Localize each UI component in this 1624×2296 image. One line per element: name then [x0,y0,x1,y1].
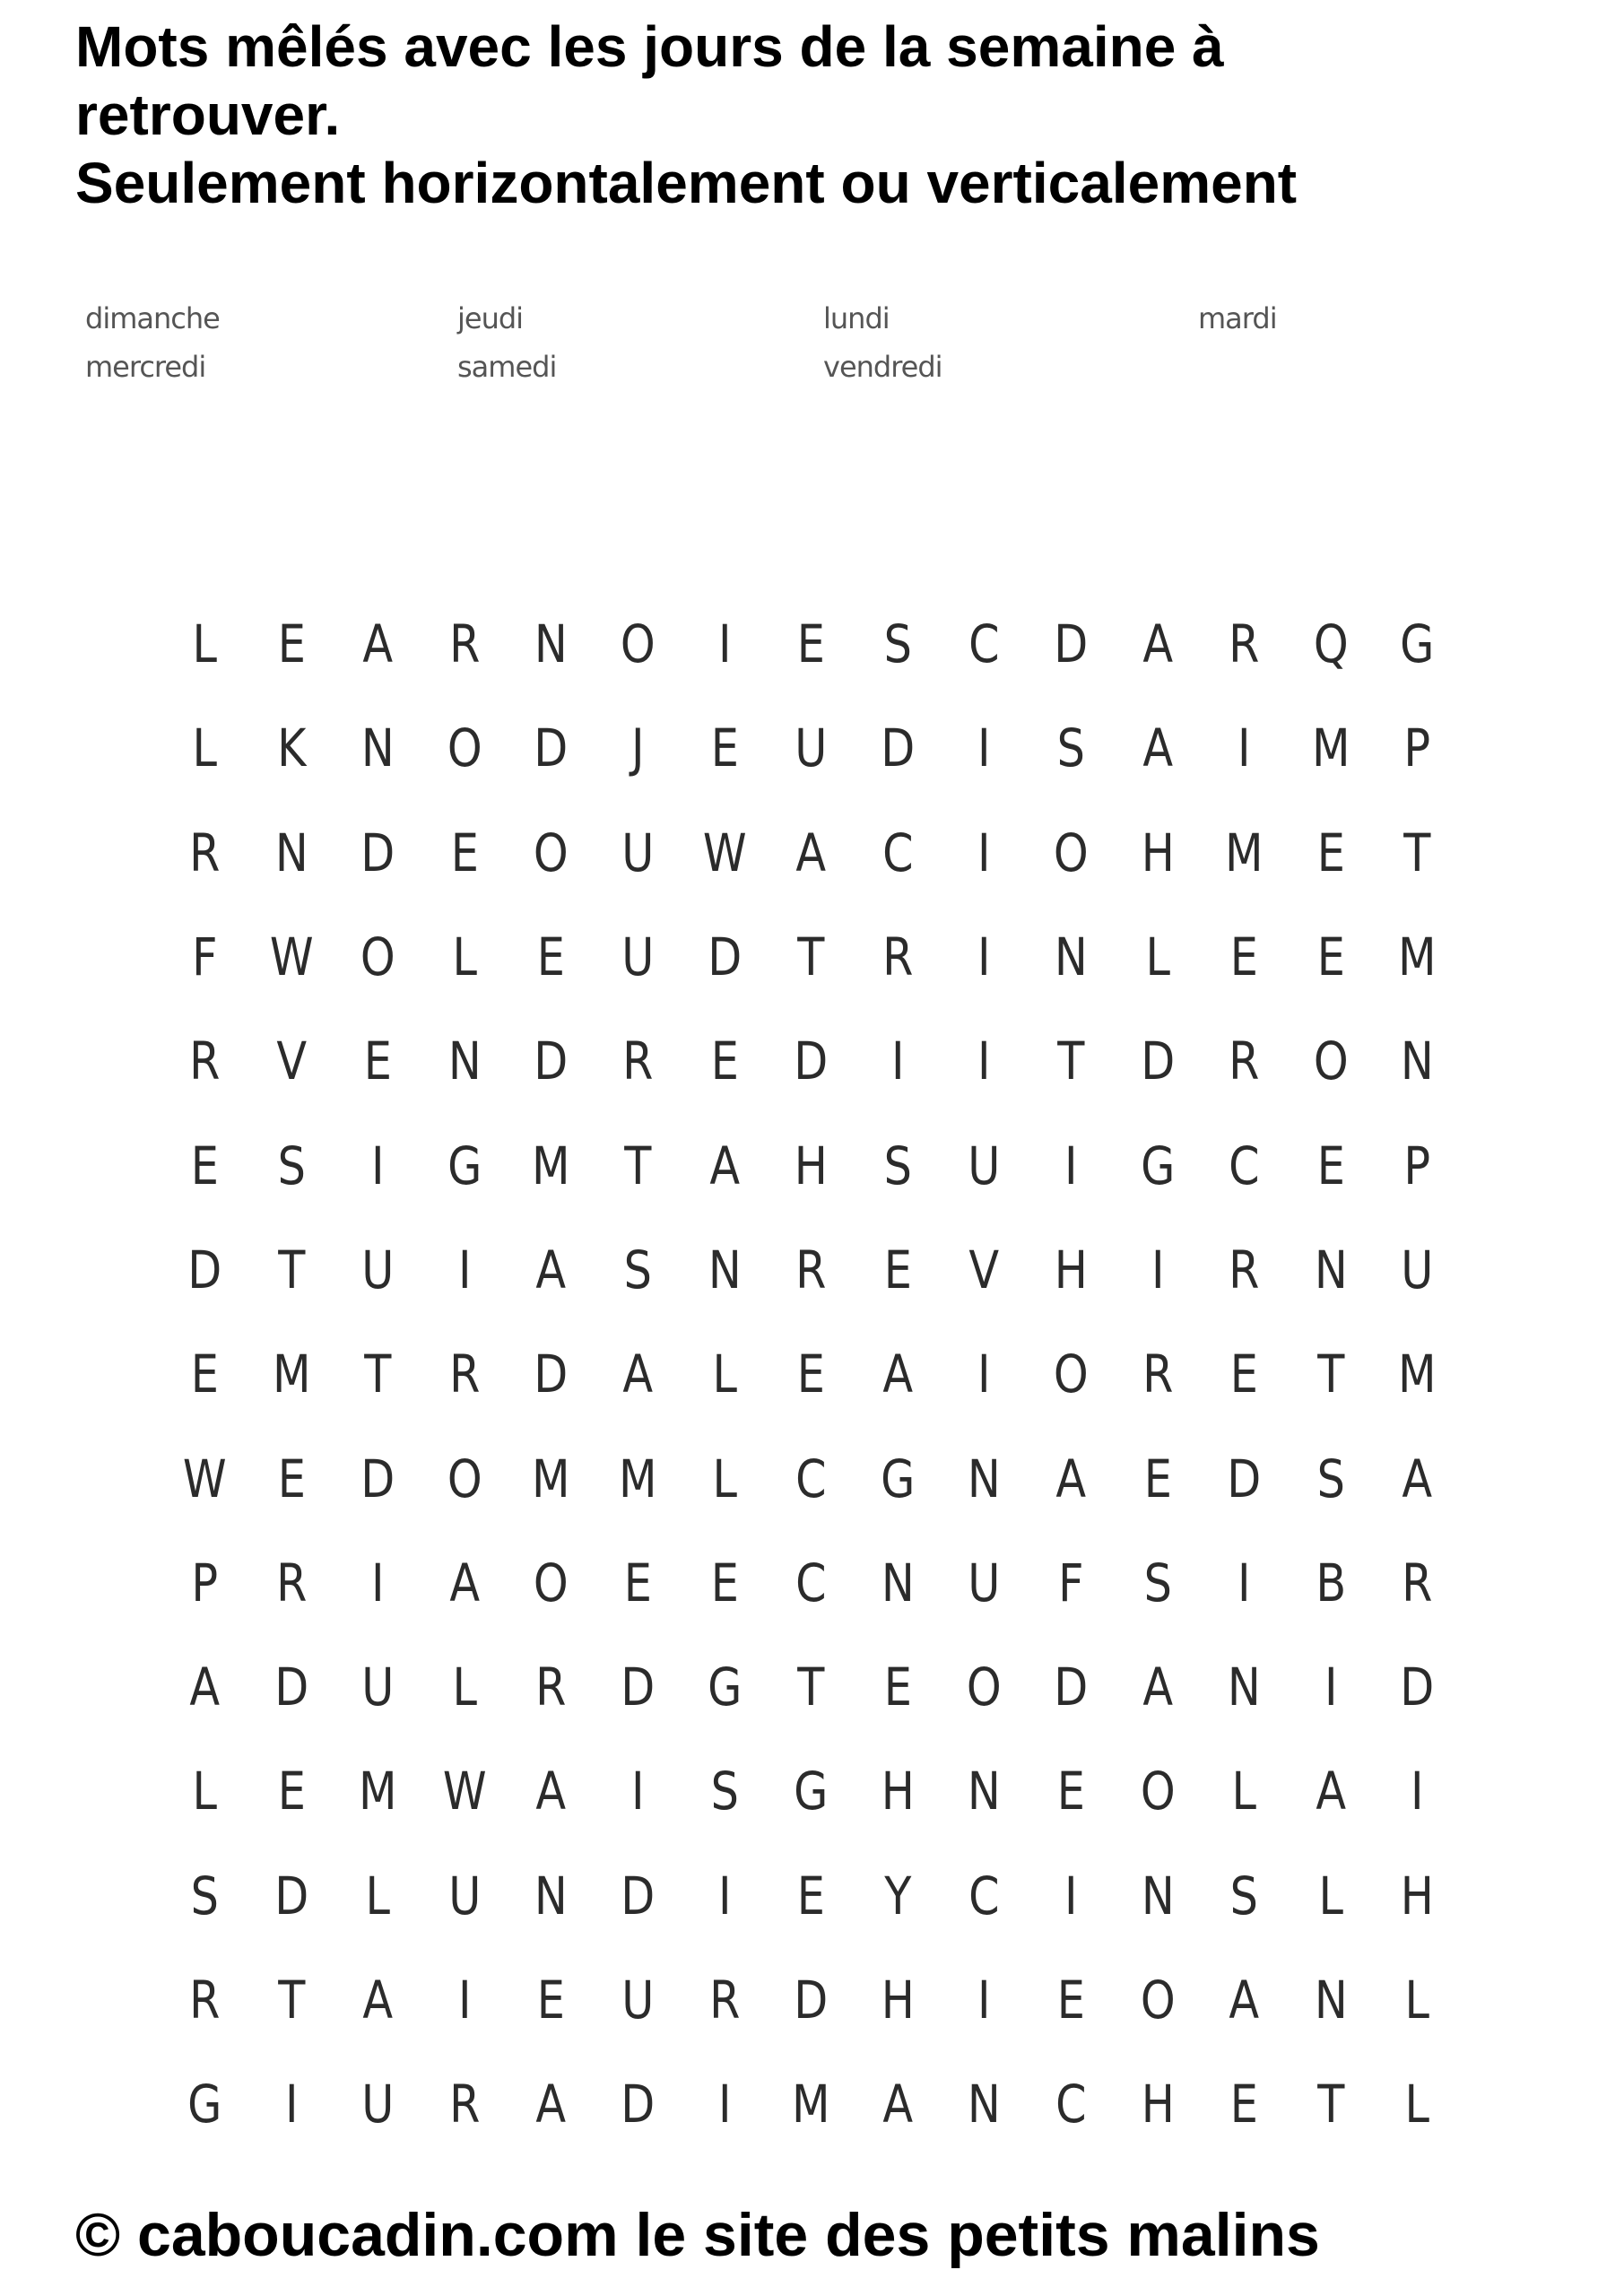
grid-cell: L [192,718,218,779]
grid-cell: L [1404,2074,1430,2135]
grid-cell: I [1238,1552,1251,1613]
grid-cell: L [1318,1865,1343,1926]
grid-cell: T [624,1135,652,1196]
grid-cell: E [710,1552,739,1613]
grid-cell: M [359,1761,397,1822]
grid-cell: U [968,1552,1001,1613]
grid-cell: I [977,926,991,988]
grid-cell: T [277,1239,305,1300]
grid-cell: L [192,613,218,675]
grid-cell: P [1403,718,1431,779]
grid-cell: N [274,822,308,883]
grid-cell: D [794,1970,829,2031]
grid-cell: S [1229,1865,1259,1926]
grid-cell: H [1141,822,1175,883]
grid-cell: D [794,1031,829,1092]
grid-cell: D [360,1448,395,1509]
grid-cell: I [371,1135,385,1196]
grid-cell: L [192,1761,218,1822]
grid-cell: N [447,1031,482,1092]
grid-cell: A [882,1344,913,1405]
grid-cell: N [534,613,569,675]
grid-cell: E [277,1761,306,1822]
grid-cell: I [717,613,732,675]
grid-cell: O [1313,1031,1349,1092]
grid-cell: L [712,1448,737,1509]
grid-cell: R [189,822,221,883]
grid-cell: E [710,718,739,779]
grid-cell: U [361,2074,395,2135]
grid-cell: H [881,1761,915,1822]
grid-cell: E [1229,2074,1259,2135]
grid-cell: T [364,1344,392,1405]
grid-cell: R [448,2074,481,2135]
grid-cell: A [795,822,827,883]
grid-cell: O [1053,1344,1089,1405]
grid-cell: A [622,1344,654,1405]
grid-cell: D [621,2074,656,2135]
grid-cell: C [795,1552,827,1613]
grid-cell: V [276,1031,307,1092]
grid-cell: A [1229,1970,1260,2031]
grid-cell: U [448,1865,482,1926]
grid-cell: H [1054,1239,1088,1300]
grid-cell: E [277,613,306,675]
grid-cell: I [977,1970,991,2031]
grid-cell: D [1054,613,1089,675]
grid-cell: A [362,613,394,675]
grid-cell: P [1403,1135,1431,1196]
grid-cell: D [187,1239,222,1300]
grid-cell: C [1055,2074,1087,2135]
grid-cell: U [361,1239,395,1300]
grid-cell: I [717,2074,732,2135]
grid-cell: N [1314,1970,1348,2031]
grid-cell: N [534,1865,569,1926]
grid-cell: M [272,1344,311,1405]
grid-cell: T [797,926,825,988]
grid-cell: R [448,1344,481,1405]
grid-cell: M [1225,822,1264,883]
grid-cell: O [534,1552,569,1613]
grid-cell: G [880,1448,916,1509]
grid-cell: I [1151,1239,1165,1300]
grid-cell: L [452,926,477,988]
grid-cell: I [977,1344,991,1405]
grid-cell: T [1057,1031,1085,1092]
grid-cell: L [365,1865,391,1926]
grid-cell: I [977,1031,991,1092]
grid-cell: R [189,1031,221,1092]
word-item: vendredi [823,350,942,384]
grid-cell: D [274,1657,308,1718]
grid-cell: M [1398,1344,1437,1405]
grid-cell: N [1227,1657,1261,1718]
grid-cell: M [1398,926,1437,988]
grid-cell: E [1143,1448,1172,1509]
grid-cell: E [1316,926,1345,988]
grid-cell: E [883,1239,912,1300]
grid-cell: A [535,2074,567,2135]
grid-cell: D [621,1657,656,1718]
grid-cell: A [535,1239,567,1300]
grid-cell: P [191,1552,219,1613]
grid-cell: U [1401,1239,1434,1300]
grid-cell: M [532,1448,570,1509]
grid-cell: S [277,1135,306,1196]
grid-cell: E [1229,926,1259,988]
grid-cell: A [449,1552,480,1613]
grid-cell: I [630,1761,645,1822]
grid-cell: A [535,1761,567,1822]
grid-cell: E [537,926,566,988]
grid-cell: S [883,613,912,675]
grid-cell: A [1402,1448,1433,1509]
grid-cell: I [1064,1865,1078,1926]
grid-cell: D [1140,1031,1175,1092]
grid-cell: V [968,1239,1000,1300]
grid-cell: R [189,1970,221,2031]
grid-cell: A [1142,1657,1173,1718]
grid-cell: D [881,718,916,779]
grid-cell: U [621,926,655,988]
grid-cell: D [534,718,569,779]
grid-cell: Q [1313,613,1349,675]
grid-cell: F [1058,1552,1084,1613]
grid-cell: R [708,1970,740,2031]
grid-cell: D [1227,1448,1262,1509]
grid-cell: E [796,1865,826,1926]
grid-cell: E [1056,1970,1085,2031]
grid-cell: N [968,2074,1002,2135]
grid-cell: T [277,1970,305,2031]
grid-cell: O [1140,1761,1176,1822]
grid-cell: I [1411,1761,1424,1822]
grid-cell: U [795,718,828,779]
word-item: mardi [1198,301,1277,335]
grid-cell: I [977,822,991,883]
grid-cell: D [1054,1657,1089,1718]
grid-cell: O [620,613,656,675]
grid-cell: R [535,1657,567,1718]
grid-cell: N [708,1239,742,1300]
grid-cell: S [190,1865,219,1926]
grid-cell: R [795,1239,827,1300]
grid-cell: H [794,1135,828,1196]
grid-cell: O [967,1657,1003,1718]
grid-cell: W [442,1761,487,1822]
grid-cell: R [1402,1552,1433,1613]
grid-cell: L [712,1344,737,1405]
grid-cell: D [534,1344,569,1405]
grid-cell: N [1054,926,1088,988]
grid-cell: O [1140,1970,1176,2031]
grid-cell: L [1404,1970,1430,2031]
grid-cell: E [1229,1344,1259,1405]
grid-cell: F [192,926,218,988]
grid-cell: U [621,822,655,883]
grid-cell: E [710,1031,739,1092]
grid-cell: T [1316,2074,1345,2135]
grid-cell: N [1141,1865,1175,1926]
grid-cell: O [1053,822,1089,883]
grid-cell: A [882,2074,913,2135]
grid-cell: D [274,1865,308,1926]
grid-cell: S [1316,1448,1345,1509]
grid-cell: D [360,822,395,883]
grid-cell: G [187,2074,222,2135]
grid-cell: R [275,1552,308,1613]
grid-cell: I [1238,718,1251,779]
grid-cell: T [797,1657,825,1718]
grid-cell: D [621,1865,656,1926]
grid-cell: E [796,613,826,675]
grid-cell: M [792,2074,830,2135]
grid-cell: I [457,1970,472,2031]
grid-cell: H [1141,2074,1175,2135]
grid-cell: I [890,1031,905,1092]
grid-cell: N [1314,1239,1348,1300]
grid-cell: R [1229,1031,1260,1092]
grid-cell: O [447,1448,482,1509]
grid-cell: E [277,1448,306,1509]
grid-cell: C [968,1865,1000,1926]
grid-cell: I [1064,1135,1078,1196]
grid-cell: Y [883,1865,912,1926]
grid-cell: S [883,1135,912,1196]
grid-cell: R [622,1031,654,1092]
grid-cell: A [362,1970,394,2031]
grid-cell: G [1140,1135,1175,1196]
letter-grid [161,592,1462,2156]
grid-cell: H [881,1970,915,2031]
grid-cell: C [968,613,1000,675]
grid-cell: C [881,822,914,883]
grid-cell: N [1401,1031,1435,1092]
grid-cell: T [1316,1344,1345,1405]
grid-cell: R [1229,1239,1260,1300]
grid-cell: O [360,926,395,988]
grid-cell: T [1403,822,1431,883]
page-title [75,13,1582,217]
grid-cell: S [1056,718,1085,779]
grid-cell: L [452,1657,477,1718]
grid-cell: K [276,718,307,779]
grid-cell: I [977,718,991,779]
grid-cell: R [1229,613,1260,675]
grid-cell: S [1143,1552,1172,1613]
grid-cell: U [968,1135,1001,1196]
grid-cell: D [707,926,742,988]
grid-cell: C [1229,1135,1260,1196]
word-list [85,301,1520,384]
grid-cell: I [284,2074,299,2135]
word-item: mercredi [85,350,206,384]
grid-cell: E [1316,1135,1345,1196]
grid-cell: A [1142,613,1173,675]
grid-cell: I [1324,1657,1338,1718]
grid-cell: A [1055,1448,1087,1509]
grid-cell: A [189,1657,221,1718]
grid-cell: I [371,1552,385,1613]
grid-cell: W [702,822,747,883]
grid-cell: R [1142,1344,1173,1405]
word-item: lundi [823,301,890,335]
grid-cell: H [1401,1865,1435,1926]
grid-cell: A [1316,1761,1346,1822]
grid-cell: D [1400,1657,1435,1718]
grid-cell: M [618,1448,657,1509]
word-item: jeudi [457,301,524,335]
grid-cell: W [182,1448,227,1509]
grid-cell: M [532,1135,570,1196]
grid-cell: S [710,1761,739,1822]
footer-copyright: © caboucadin.com le site des petits malins [75,2201,1320,2269]
grid-cell: E [883,1657,912,1718]
word-item: dimanche [85,301,220,335]
grid-cell: I [717,1865,732,1926]
grid-cell: A [708,1135,740,1196]
grid-cell: A [1142,718,1173,779]
word-item: samedi [457,350,557,384]
grid-cell: U [361,1657,395,1718]
grid-cell: L [1145,926,1170,988]
grid-cell: E [363,1031,393,1092]
grid-cell: C [795,1448,827,1509]
grid-cell: N [881,1552,915,1613]
grid-cell: G [707,1657,742,1718]
grid-cell: G [447,1135,482,1196]
grid-cell: B [1316,1552,1346,1613]
grid-cell: E [537,1970,566,2031]
title-line-2: retrouver. [75,83,341,147]
grid-cell: E [1316,822,1345,883]
grid-cell: M [1311,718,1350,779]
grid-cell: E [190,1344,219,1405]
grid-cell: E [796,1344,826,1405]
grid-cell: W [269,926,314,988]
grid-cell: N [968,1761,1002,1822]
grid-cell: E [623,1552,652,1613]
grid-cell: G [1400,613,1435,675]
title-line-1: Mots mêlés avec les jours de la semaine à [75,14,1224,79]
grid-cell: S [623,1239,652,1300]
grid-cell: N [968,1448,1002,1509]
grid-cell: E [450,822,479,883]
grid-cell: E [1056,1761,1085,1822]
grid-cell: O [447,718,482,779]
grid-cell: N [361,718,395,779]
grid-cell: I [457,1239,472,1300]
grid-cell: E [190,1135,219,1196]
grid-cell: R [448,613,481,675]
grid-cell: R [881,926,914,988]
title-line-3: Seulement horizontalement ou verticalement [75,151,1298,215]
grid-cell: D [534,1031,569,1092]
grid-cell: O [534,822,569,883]
grid-cell: L [1231,1761,1257,1822]
grid-cell: U [621,1970,655,2031]
grid-cell: G [794,1761,829,1822]
grid-cell: J [630,718,645,779]
